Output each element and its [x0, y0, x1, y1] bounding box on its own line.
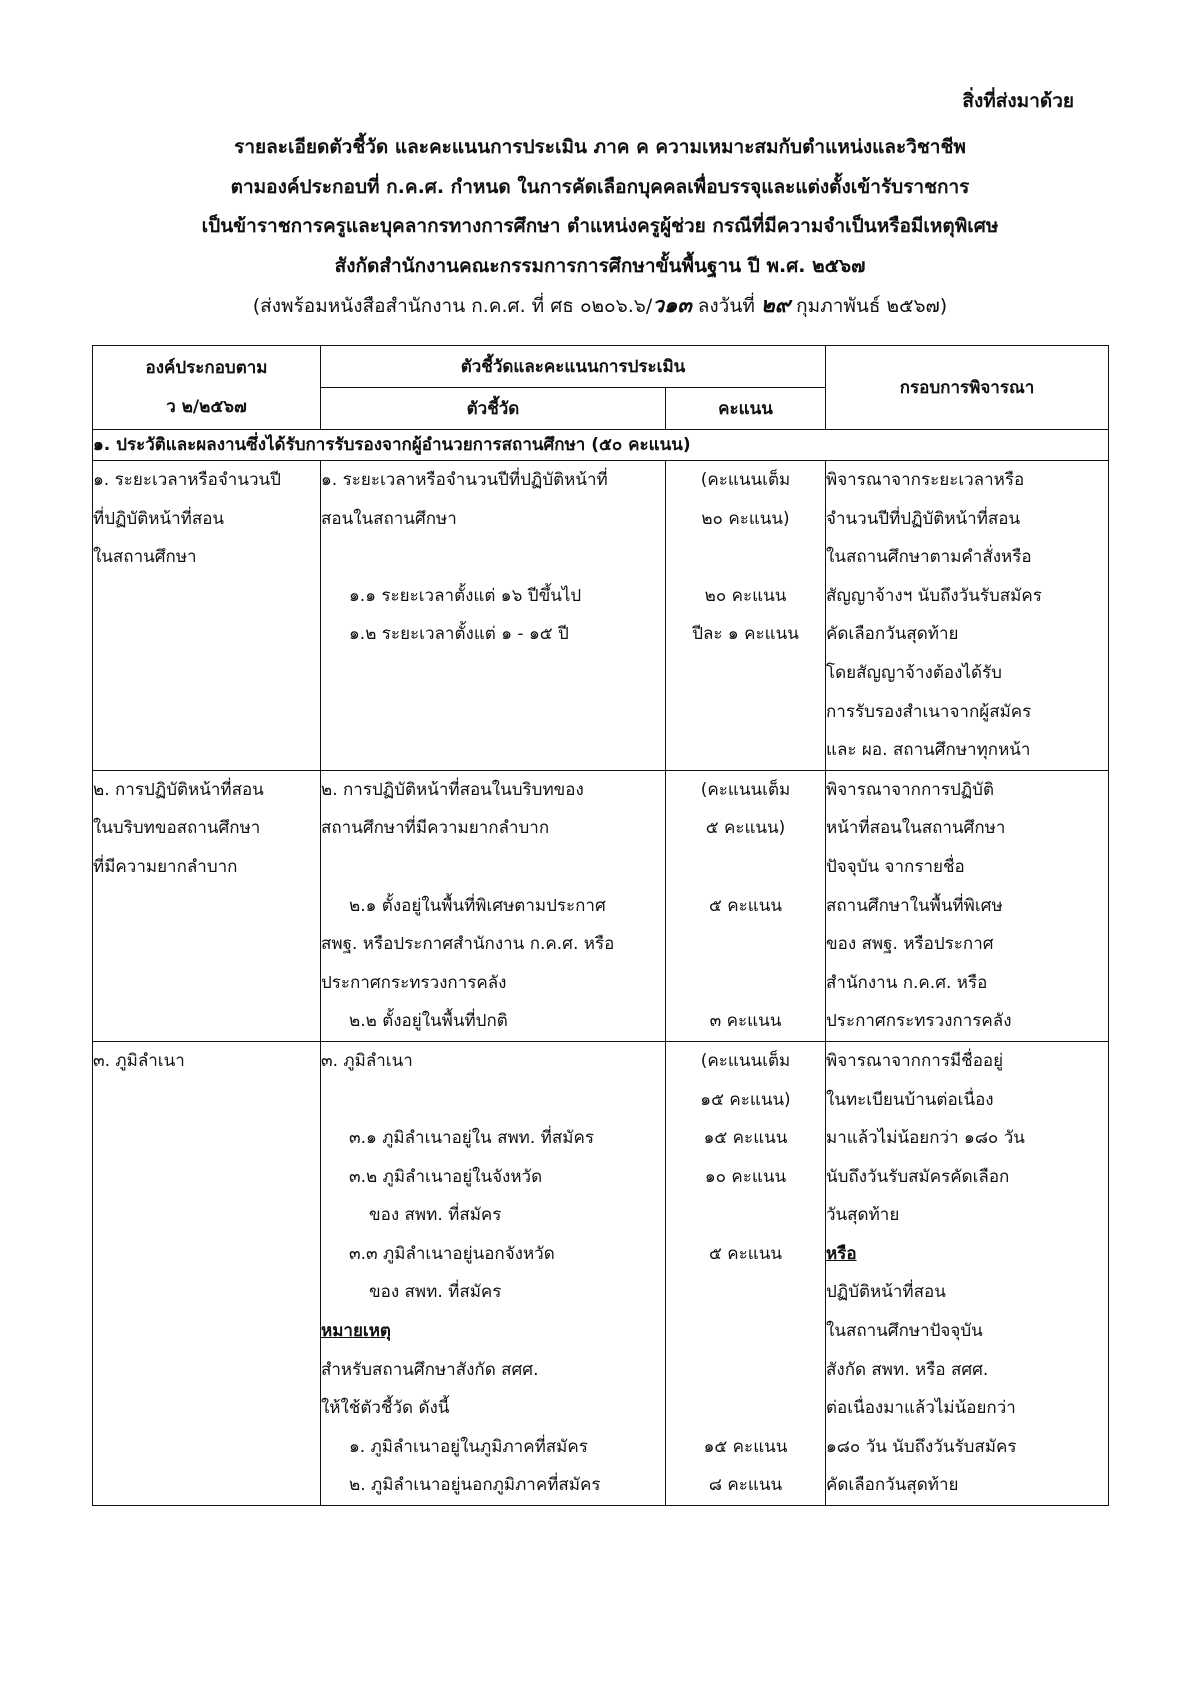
title-line-1: รายละเอียดตัวชี้วัด และคะแนนการประเมิน ภาค ค ความเหมาะสมกับตำแหน่งและวิชาชีพ: [234, 136, 966, 158]
document-title: [0, 128, 1200, 327]
row2-score: (คะแนนเต็ม ๕ คะแนน) ๕ คะแนน ๓ คะแนน: [666, 770, 826, 1041]
header-indicator: ตัวชี้วัด: [321, 388, 666, 430]
table-row: [93, 1041, 1109, 1505]
section-1-heading: ๑. ประวัติและผลงานซึ่งได้รับการรับรองจากผู้อำนวยการสถานศึกษา (๕๐ คะแนน): [93, 430, 1109, 461]
title-line-4: สังกัดสำนักงานคณะกรรมการการศึกษาขั้นพื้นฐาน ปี พ.ศ. ๒๕๖๗: [334, 254, 866, 277]
header-criteria: กรอบการพิจารณา: [826, 346, 1109, 430]
header-indicators-group: ตัวชี้วัดและคะแนนการประเมิน: [321, 346, 826, 388]
note-label: หมายเหตุ: [321, 1321, 391, 1342]
row1-score: (คะแนนเต็ม ๒๐ คะแนน) ๒๐ คะแนน ปีละ ๑ คะแนน: [666, 461, 826, 771]
row2-criteria: พิจารณาจากการปฏิบัติ หน้าที่สอนในสถานศึกษา ปัจจุบัน จากรายชื่อ สถานศึกษาในพื้นที่พิเศษ ของ สพฐ. หรือประกาศ สำนักงาน ก.ค.ศ. หรือ ประกาศกระทรวงการคลัง: [826, 770, 1109, 1041]
ref-suffix: กุมภาพันธ์ ๒๕๖๗): [790, 295, 948, 317]
attachment-label: สิ่งที่ส่งมาด้วย: [962, 90, 1074, 112]
or-label: หรือ: [826, 1243, 857, 1264]
row3-criteria: พิจารณาจากการมีชื่ออยู่ ในทะเบียนบ้านต่อเนื่อง มาแล้วไม่น้อยกว่า ๑๘๐ วัน นับถึงวันรับสมัครคัดเลือก วันสุดท้าย หรือ ปฏิบัติหน้าที่สอน ในสถานศึกษาปัจจุบัน สังกัด สพท. หรือ สศศ. ต่อเนื่องมาแล้วไม่น้อยกว่า ๑๘๐ วัน นับถึงวันรับสมัคร คัดเลือกวันสุดท้าย: [826, 1041, 1109, 1505]
ref-number: ว๑๓: [652, 293, 692, 317]
title-line-3: เป็นข้าราชการครูและบุคลากรทางการศึกษา ตำแหน่งครูผู้ช่วย กรณีที่มีความจำเป็นหรือมีเหตุพิเศษ: [201, 215, 999, 237]
row3-component: ๓. ภูมิลำเนา: [93, 1041, 321, 1505]
row3-indicator: ๓. ภูมิลำเนา ๓.๑ ภูมิลำเนาอยู่ใน สพท. ที่สมัคร ๓.๒ ภูมิลำเนาอยู่ในจังหวัด ของ สพท. ที่สมัคร ๓.๓ ภูมิลำเนาอยู่นอกจังหวัด ของ สพท. ที่สมัคร หมายเหตุ สำหรับสถานศึกษาสังกัด สศศ. ให้ใช้ตัวชี้วัด ดังนี้ ๑. ภูมิลำเนาอยู่ในภูมิภาคที่สมัคร ๒. ภูมิลำเนาอยู่นอกภูมิภาคที่สมัคร: [321, 1041, 666, 1505]
row2-indicator: ๒. การปฏิบัติหน้าที่สอนในบริบทของ สถานศึกษาที่มีความยากลำบาก ๒.๑ ตั้งอยู่ในพื้นที่พิเศษตามประกาศ สพฐ. หรือประกาศสำนักงาน ก.ค.ศ. หรือ ประกาศกระทรวงการคลัง ๒.๒ ตั้งอยู่ในพื้นที่ปกติ: [321, 770, 666, 1041]
header-score: คะแนน: [666, 388, 826, 430]
row1-indicator: ๑. ระยะเวลาหรือจำนวนปีที่ปฏิบัติหน้าที่ สอนในสถานศึกษา ๑.๑ ระยะเวลาตั้งแต่ ๑๖ ปีขึ้นไป ๑.๒ ระยะเวลาตั้งแต่ ๑ - ๑๕ ปี: [321, 461, 666, 771]
ref-day: ๒๙: [760, 293, 791, 317]
title-line-2: ตามองค์ประกอบที่ ก.ค.ศ. กำหนด ในการคัดเลือกบุคคลเพื่อบรรจุและแต่งตั้งเข้ารับราชการ: [230, 175, 970, 198]
row2-component: ๒. การปฏิบัติหน้าที่สอน ในบริบทขอสถานศึกษา ที่มีความยากลำบาก: [93, 770, 321, 1041]
table-row: [93, 770, 1109, 1041]
ref-prefix: (ส่งพร้อมหนังสือสำนักงาน ก.ค.ศ. ที่ ศธ ๐๒๐๖.๖/: [252, 295, 653, 317]
table-row: [93, 461, 1109, 771]
row1-component: ๑. ระยะเวลาหรือจำนวนปี ที่ปฏิบัติหน้าที่สอน ในสถานศึกษา: [93, 461, 321, 771]
reference-line: [0, 286, 1200, 327]
row3-score: (คะแนนเต็ม ๑๕ คะแนน) ๑๕ คะแนน ๑๐ คะแนน ๕ คะแนน ๑๕ คะแนน ๘ คะแนน: [666, 1041, 826, 1505]
evaluation-table: [92, 345, 1109, 1506]
row1-criteria: พิจารณาจากระยะเวลาหรือ จำนวนปีที่ปฏิบัติหน้าที่สอน ในสถานศึกษาตามคำสั่งหรือ สัญญาจ้างฯ นับถึงวันรับสมัคร คัดเลือกวันสุดท้าย โดยสัญญาจ้างต้องได้รับ การรับรองสำเนาจากผู้สมัคร และ ผอ. สถานศึกษาทุกหน้า: [826, 461, 1109, 771]
ref-mid: ลงวันที่: [691, 295, 761, 317]
header-component: องค์ประกอบตาม ว ๒/๒๕๖๗: [93, 346, 321, 430]
